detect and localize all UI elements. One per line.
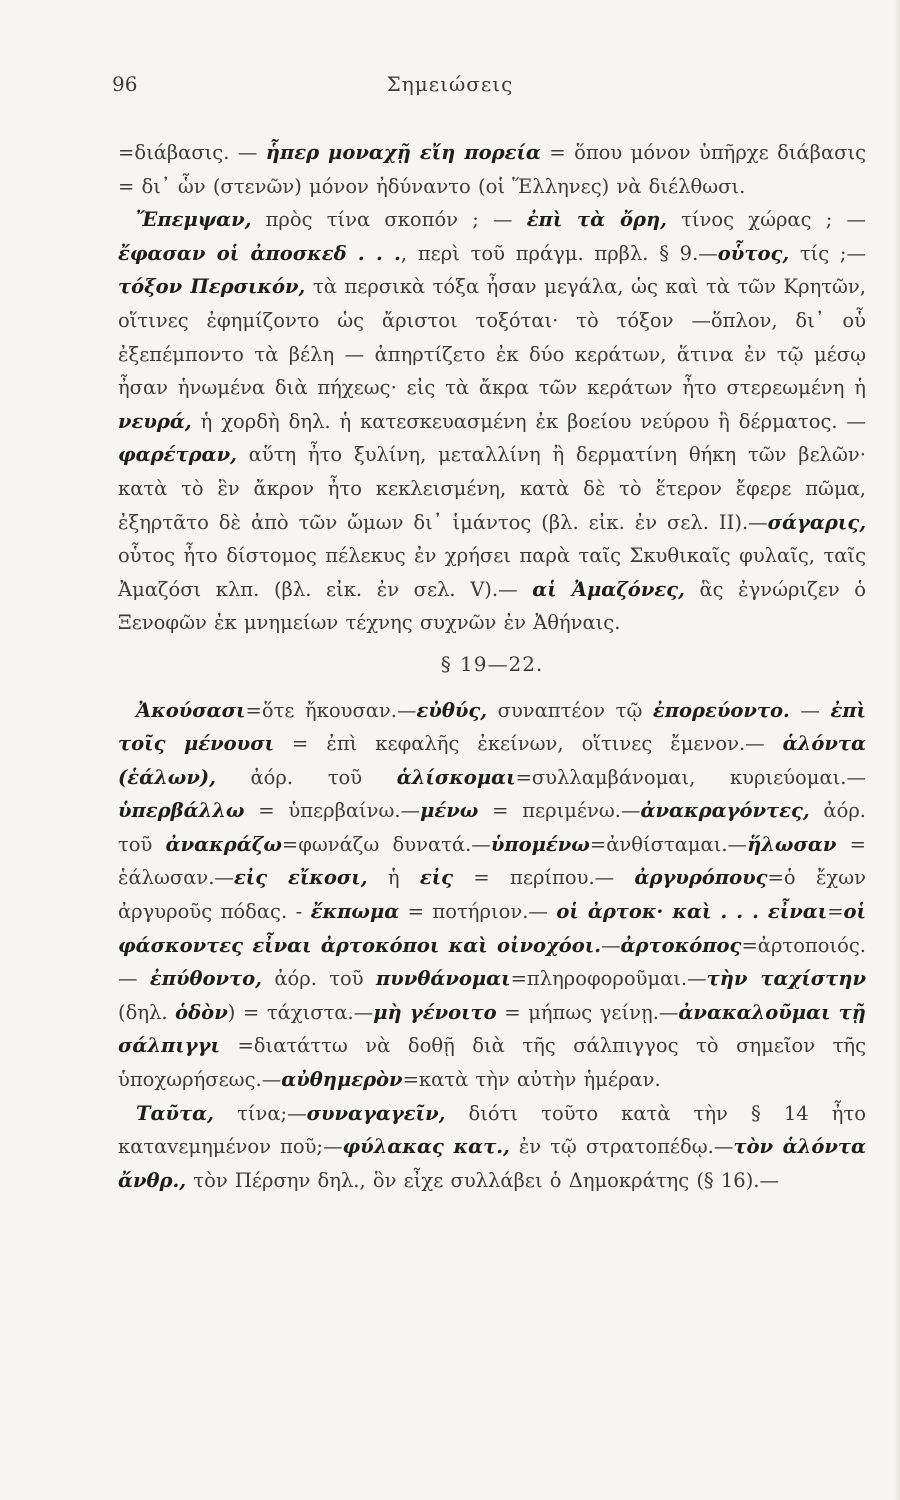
- lemma: ἐπύθοντο,: [149, 967, 262, 991]
- lemma: ἀρτοκόπος: [620, 933, 742, 957]
- running-head: Σημειώσεις: [386, 72, 514, 96]
- section-heading: § 19—22.: [440, 651, 544, 676]
- lemma: ὑπερβάλλω: [118, 799, 245, 823]
- body-text: [118, 136, 866, 1197]
- paragraph: [118, 203, 866, 640]
- lemma: μὴ γένοιτο: [373, 1000, 497, 1024]
- gloss-text: = ὅπου μόνον ὑπῆρχε διάβασις = δι᾽ ὧν (στενῶν) μόνον ἠδύναντο (οἱ Ἕλληνες) νὰ διέλθωσι.: [118, 141, 867, 198]
- page-edge-shadow: [894, 0, 900, 1500]
- gloss-text: τὰ περσικὰ τόξα ἦσαν μεγάλα, ὡς καὶ τὰ τῶν Κρητῶν, οἵτινες ἐφημίζοντο ὡς ἄριστοι τοξόται· τὸ τόξον —ὅπλον, δι᾽ οὗ ἐξεπέμποντο τὰ βέλη — ἀπηρτίζετο ἐκ δύο κεράτων, ἅτινα ἐν τῷ μέσῳ ἦσαν ἡνωμένα διὰ πήχεως· εἰς τὰ ἄκρα τῶν κεράτων ἦτο στερεωμένη ἡ: [118, 275, 866, 400]
- gloss-text: , περὶ τοῦ πράγμ. πρβλ. § 9.—: [400, 241, 718, 265]
- lemma: οὗτος,: [717, 241, 790, 265]
- gloss-text: = ἑάλωσαν.—: [118, 832, 866, 890]
- gloss-text: τὸν Πέρσην δηλ., ὃν εἶχε συλλάβει ὁ Δημοκράτης (§ 16).—: [186, 1168, 779, 1192]
- gloss-text: = μήπως γείνῃ.—: [496, 1000, 679, 1024]
- lemma: αἱ Ἀμαζόνες,: [532, 577, 685, 601]
- lemma: εἰς: [419, 866, 454, 890]
- gloss-text: =ἀνθίσταμαι.—: [589, 832, 748, 856]
- gloss-text: αὕτη ἦτο ξυλίνη, μεταλλίνη ἢ δερματίνη θήκη τῶν βελῶν· κατὰ τὸ ἓν ἄκρον ἦτο κεκλεισμένη, κατὰ δὲ τὸ ἕτερον ἔφερε πῶμα, ἐξηρτᾶτο δὲ ἀπὸ τῶν ὤμων δι᾽ ἱμάντος (βλ. εἰκ. ἐν σελ. II).—: [118, 443, 866, 534]
- lemma: εὐθύς,: [416, 698, 488, 722]
- gloss-text: τίνος χώρας ; —: [666, 208, 866, 232]
- gloss-text: ἡ: [367, 866, 420, 890]
- gloss-text: ἀόρ. τοῦ: [261, 967, 376, 991]
- gloss-text: =διάβασις. —: [118, 141, 266, 164]
- gloss-text: =: [827, 900, 844, 924]
- lemma: συναγαγεῖν,: [306, 1101, 446, 1125]
- gloss-text: =ἀρτοποιός.—: [118, 933, 866, 991]
- lemma: Ἀκούσασι: [136, 698, 246, 722]
- lemma: ὁδὸν: [175, 1000, 228, 1024]
- lemma: ἁλίσκομαι: [396, 765, 516, 789]
- gloss-text: =φωνάζω δυνατά.—: [281, 832, 491, 856]
- gloss-text: συναπτέον τῷ: [487, 698, 653, 722]
- lemma: νευρά,: [118, 409, 192, 433]
- gloss-text: ) = τάχιστα.—: [227, 1000, 374, 1024]
- gloss-text: = ἐπὶ κεφαλῆς ἐκείνων, οἵτινες ἔμενον.—: [274, 732, 783, 756]
- gloss-text: =συλλαμβάνομαι, κυριεύομαι.—: [515, 765, 866, 789]
- lemma: ἧπερ μοναχῇ εἴη πορεία: [265, 141, 541, 164]
- gloss-text: =ὁ ἔχων ἀργυροῦς πόδας. -: [118, 866, 866, 924]
- lemma: Ταῦτα,: [136, 1101, 214, 1125]
- gloss-text: ἀόρ. τοῦ: [118, 799, 866, 856]
- gloss-text: =πληροφοροῦμαι.—: [510, 967, 707, 991]
- lemma: μένω: [420, 799, 479, 823]
- lemma: ἔφασαν οἱ ἀποσκεδ . . .: [118, 241, 401, 265]
- lemma: Ἔπεμψαν,: [136, 208, 252, 232]
- lemma: αὐθημερὸν: [281, 1068, 403, 1092]
- lemma: ἀνακαλοῦμαι τῇ σάλπιγγι: [118, 1000, 866, 1058]
- lemma: ἐπὶ τὰ ὄρη,: [526, 208, 667, 232]
- gloss-text: = ποτήριον.—: [399, 900, 557, 924]
- gloss-text: οὗτος ἦτο δίστομος πέλεκυς ἐν χρήσει παρὰ ταῖς Σκυθικαῖς φυλαῖς, ταῖς Ἀμαζόσι κλπ. (βλ. εἰκ. ἐν σελ. V).—: [118, 544, 866, 601]
- gloss-text: ἐν τῷ στρατοπέδῳ.—: [509, 1135, 734, 1159]
- paragraph: [118, 136, 866, 203]
- lemma: οἱ ἀρτοκ· καὶ . . . εἶναι: [556, 900, 828, 924]
- lemma: ἐπορεύοντο.: [652, 698, 790, 722]
- gloss-text: —: [789, 698, 831, 722]
- lemma: πυνθάνομαι: [375, 967, 511, 991]
- lemma: φαρέτραν,: [118, 443, 237, 467]
- gloss-text: = περιμένω.—: [478, 799, 641, 823]
- lemma: ὑπομένω: [490, 832, 590, 856]
- gloss-text: = περίπου.—: [453, 866, 635, 890]
- gloss-text: τίς ;—: [789, 241, 866, 265]
- lemma: ἐπὶ τοῖς μένουσι: [118, 698, 866, 756]
- lemma: τόξον Περσικόν,: [118, 275, 306, 299]
- gloss-text: =ὅτε ἤκουσαν.—: [245, 698, 417, 722]
- lemma: οἱ φάσκοντες εἶναι ἀρτοκόποι καὶ οἰνοχόοι.: [118, 900, 866, 957]
- paragraph: [118, 694, 866, 1097]
- lemma: ἀνακράζω: [165, 832, 282, 856]
- gloss-text: τίνα;—: [213, 1101, 307, 1125]
- lemma: ἁλόντα (ἑάλων),: [118, 732, 866, 789]
- page-header: [0, 72, 900, 112]
- gloss-text: ἀόρ. τοῦ: [215, 765, 397, 789]
- lemma: τὸν ἁλόντα ἄνθρ.,: [118, 1135, 866, 1192]
- lemma: φύλακας κατ.,: [342, 1135, 510, 1159]
- lemma: εἰς εἴκοσι,: [233, 866, 368, 890]
- lemma: ἥλωσαν: [747, 832, 837, 856]
- gloss-text: (δηλ.: [118, 1000, 176, 1024]
- paragraph: [118, 1097, 866, 1198]
- lemma: σάγαρις,: [767, 510, 866, 534]
- lemma: τὴν ταχίστην: [706, 967, 866, 991]
- gloss-text: =κατὰ τὴν αὐτὴν ἡμέραν.: [402, 1068, 661, 1092]
- gloss-text: πρὸς τίνα σκοπόν ; —: [251, 208, 527, 232]
- gloss-text: ἡ χορδὴ δηλ. ἡ κατεσκευασμένη ἐκ βοείου νεύρου ἢ δέρματος. —: [191, 409, 866, 433]
- lemma: ἀνακραγόντες,: [640, 799, 810, 823]
- gloss-text: διότι τοῦτο κατὰ τὴν § 14 ἦτο καταvεμημένον ποῦ;—: [118, 1101, 866, 1159]
- lemma: ἔκπωμα: [310, 900, 400, 924]
- lemma: ἀργυρόπους: [634, 866, 768, 890]
- gloss-text: = ὑπερβαίνω.—: [244, 799, 421, 823]
- page-number: 96: [112, 72, 138, 96]
- gloss-text: ἃς ἐγνώριζεν ὁ Ξενοφῶν ἐκ μνημείων τέχνης συχνῶν ἐν Ἀθήναις.: [118, 577, 867, 635]
- gloss-text: =διατάττω νὰ δοθῇ διὰ τῆς σάλπιγγος τὸ σημεῖον τῆς ὑποχωρήσεως.—: [118, 1034, 866, 1092]
- gloss-text: —: [601, 933, 621, 957]
